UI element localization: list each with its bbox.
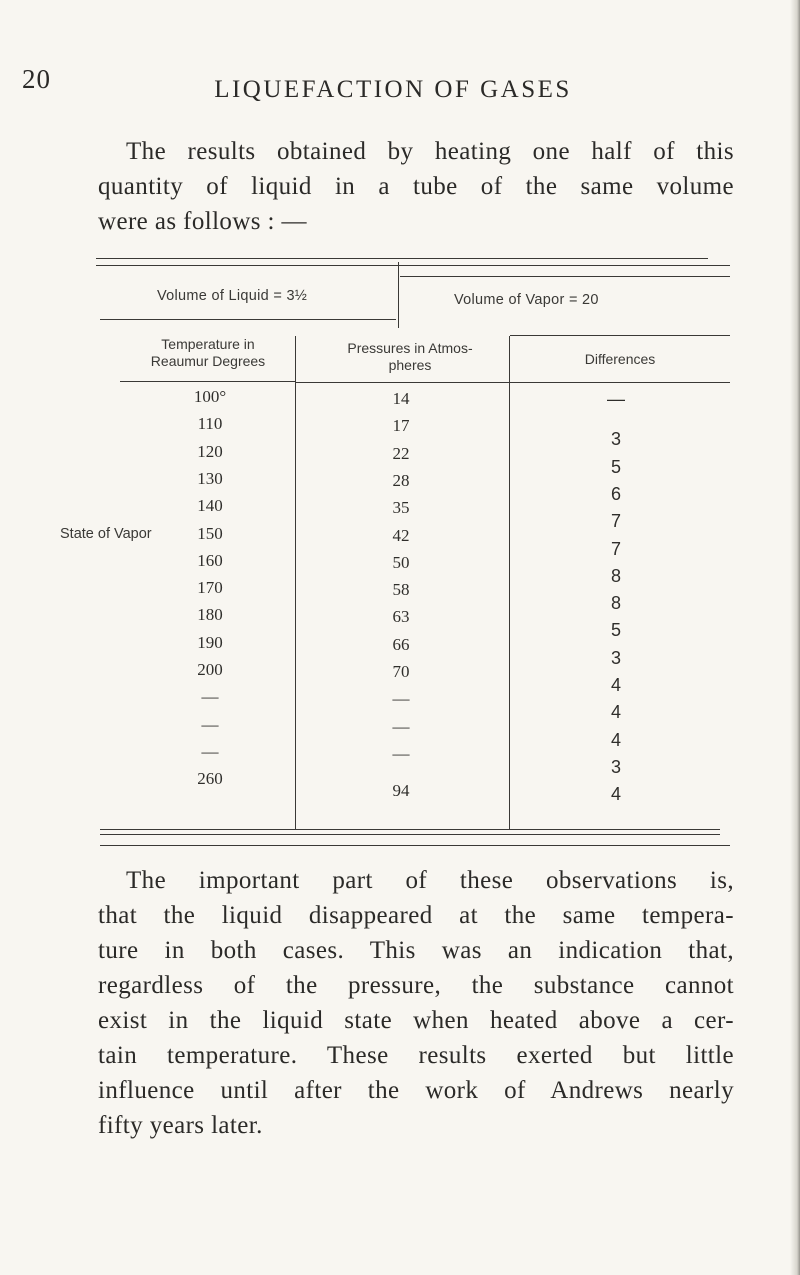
header-line: Pressures in Atmos- (347, 340, 473, 356)
pressure-cell: 14 (392, 389, 410, 408)
difference-cell: 5 (610, 456, 621, 477)
difference-cell: 4 (610, 784, 621, 805)
temperature-cell: 160 (197, 550, 223, 570)
temperature-column-header (128, 336, 288, 370)
temperature-cell: 260 (197, 769, 223, 789)
closing-line: fifty years later. (98, 1112, 263, 1139)
intro-line: were as follows : — (98, 208, 307, 235)
pressure-cell: 63 (392, 607, 410, 627)
pressure-cell: — (392, 689, 410, 709)
pressure-cell: 35 (392, 498, 410, 518)
pressure-cell: 22 (392, 443, 410, 463)
closing-line: exist in the liquid state when heated above a cer- (98, 1007, 734, 1034)
temperature-cell: 200 (197, 660, 223, 679)
closing-line: tain temperature. These results exerted but little (98, 1042, 734, 1069)
difference-cell: 4 (610, 675, 621, 695)
difference-cell: — (607, 389, 625, 409)
pressure-column-header (320, 340, 500, 374)
intro-paragraph (98, 134, 734, 239)
temperature-header-underline (120, 381, 296, 382)
intro-line: The results obtained by heating one half of this (126, 138, 734, 165)
pressure-cell: 50 (392, 552, 410, 572)
page-edge-shadow (790, 0, 800, 1275)
difference-cell: 4 (610, 702, 621, 723)
header-line: Reaumur Degrees (150, 353, 266, 369)
temperature-cell: 130 (197, 468, 223, 488)
closing-line: that the liquid disappeared at the same tempera- (98, 902, 734, 929)
temperature-cell: 120 (197, 441, 223, 461)
difference-cell: 8 (610, 565, 621, 586)
temperature-cell: — (201, 687, 219, 707)
table-top-rule (96, 258, 708, 259)
pressure-cell: 58 (392, 580, 410, 600)
closing-line: ture in both cases. This was an indication that, (98, 937, 734, 964)
temperature-cell: 190 (197, 632, 223, 652)
temperature-cell: 170 (197, 578, 223, 598)
page-number: 20 (22, 64, 51, 94)
pressure-cell: 28 (392, 470, 410, 490)
header-underline (296, 382, 730, 383)
table-bottom-rule-2 (100, 834, 720, 835)
difference-cell: 3 (610, 756, 621, 777)
difference-cell: 3 (610, 647, 621, 668)
differences-overline (510, 335, 730, 336)
pressure-cell: 94 (392, 781, 410, 801)
difference-cell: 5 (610, 620, 621, 641)
temperature-cell: 150 (197, 523, 223, 543)
running-head: LIQUEFACTION OF GASES (214, 76, 572, 103)
column-divider-left (295, 336, 296, 830)
table-bottom-rule (100, 829, 720, 830)
table-bottom-rule-3 (100, 845, 730, 846)
difference-cell: 4 (610, 729, 621, 750)
pressure-cell: 70 (392, 662, 410, 681)
intro-line: quantity of liquid in a tube of the same volume (98, 173, 734, 200)
temperature-cell: — (201, 741, 219, 761)
table-top-rule-2 (96, 265, 730, 266)
volume-vapor-header: Volume of Vapor = 20 (454, 292, 599, 308)
temperature-cell: — (201, 714, 219, 734)
pressure-cell: — (392, 743, 410, 763)
volume-liquid-header: Volume of Liquid = 3½ (157, 288, 308, 304)
header-line: Temperature in (161, 336, 255, 352)
closing-line: regardless of the pressure, the substance cannot (98, 972, 734, 999)
pressure-cell: 17 (392, 416, 410, 436)
state-of-vapor-label: State of Vapor (60, 525, 152, 542)
pressure-cell: 66 (392, 634, 410, 654)
column-divider-right (509, 336, 510, 830)
closing-line: The important part of these observations is, (126, 867, 734, 894)
differences-column-header: Differences (584, 351, 656, 367)
closing-paragraph (98, 863, 734, 1143)
pressure-cell: 42 (392, 525, 410, 545)
volume-underline (100, 319, 396, 320)
header-line: pheres (388, 357, 432, 373)
volume-divider (398, 262, 399, 328)
temperature-cell: 100° (193, 387, 227, 406)
temperature-cell: 180 (197, 605, 223, 625)
table-subrule (400, 276, 730, 277)
pressure-cell: — (392, 716, 410, 736)
difference-cell: 6 (610, 483, 621, 504)
temperature-cell: 140 (197, 496, 223, 516)
closing-line: influence until after the work of Andrews nearly (98, 1077, 734, 1104)
temperature-cell: 110 (197, 414, 223, 434)
difference-cell: 7 (610, 538, 621, 559)
difference-cell: 8 (610, 593, 621, 614)
difference-cell: 3 (610, 429, 621, 450)
difference-cell: 7 (610, 511, 621, 532)
